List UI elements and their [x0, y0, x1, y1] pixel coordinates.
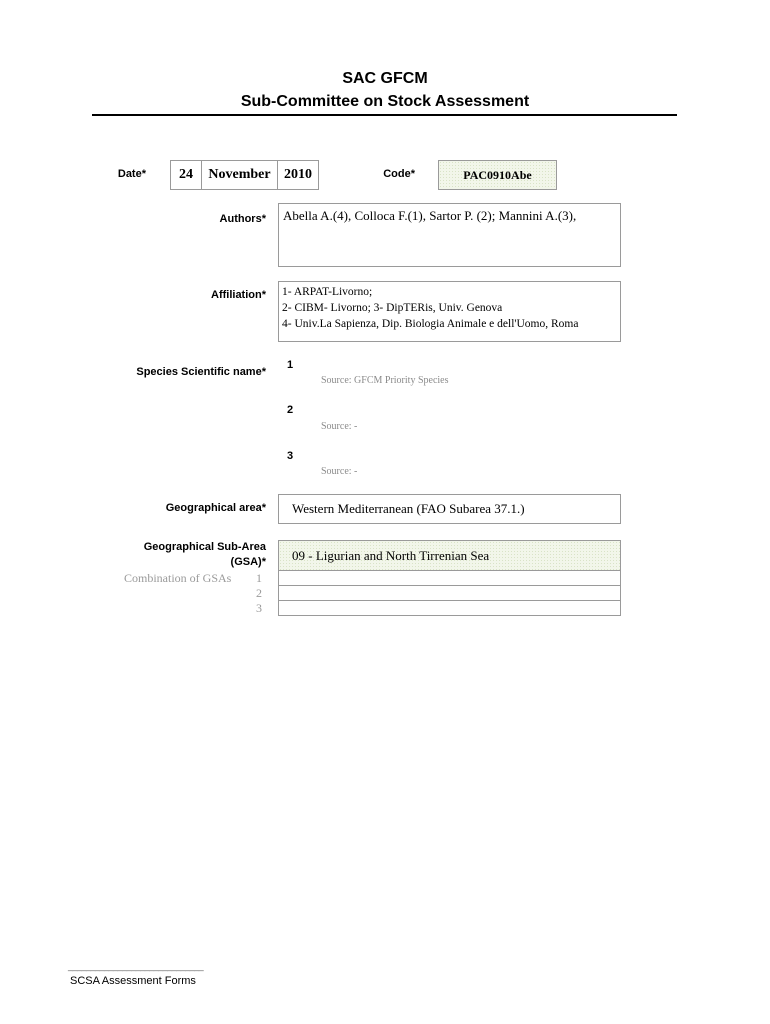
gsa-field[interactable]: 09 - Ligurian and North Tirrenian Sea — [278, 540, 621, 571]
species-1-number: 1 — [287, 359, 294, 371]
gsa-label-line1: Geographical Sub-Area — [143, 541, 266, 553]
gsa-combination-num-3: 3 — [256, 601, 262, 615]
affiliation-label: Affiliation* — [211, 289, 266, 301]
form-title: SAC GFCM — [342, 70, 428, 87]
affiliation-line-3: 4- Univ.La Sapienza, Dip. Biologia Animale e dell'Uomo, Roma — [282, 318, 579, 330]
species-1-source: Source: GFCM Priority Species — [321, 375, 449, 386]
affiliation-line-2: 2- CIBM- Livorno; 3- DipTERis, Univ. Genova — [282, 302, 503, 314]
affiliation-field[interactable] — [278, 281, 621, 342]
gsa-label-line2: (GSA)* — [230, 556, 266, 568]
gsa-combination-num-1: 1 — [256, 571, 262, 585]
species-3-number: 3 — [287, 450, 294, 462]
geo-area-label: Geographical area* — [165, 502, 266, 514]
species-label: Species Scientific name* — [136, 366, 266, 378]
species-2-number: 2 — [287, 404, 294, 416]
gsa-combination-2-field[interactable] — [278, 585, 621, 601]
date-year-field[interactable]: 2010 — [277, 160, 319, 190]
footer-text: SCSA Assessment Forms — [70, 975, 196, 987]
date-label: Date* — [117, 168, 146, 180]
header-divider — [92, 114, 677, 116]
code-field[interactable]: PAC0910Abe — [438, 160, 557, 190]
code-label: Code* — [383, 168, 415, 180]
gsa-combination-3-field[interactable] — [278, 600, 621, 616]
date-day-field[interactable]: 24 — [170, 160, 202, 190]
form-subtitle: Sub-Committee on Stock Assessment — [240, 93, 530, 110]
gsa-combination-label: Combination of GSAs — [124, 571, 232, 585]
gsa-combination-num-2: 2 — [256, 586, 262, 600]
affiliation-line-1: 1- ARPAT-Livorno; — [282, 286, 373, 298]
authors-label: Authors* — [219, 213, 266, 225]
authors-field[interactable]: Abella A.(4), Colloca F.(1), Sartor P. (2); Mannini A.(3), — [278, 203, 621, 267]
species-2-source: Source: - — [321, 421, 358, 432]
gsa-combination-1-field[interactable] — [278, 570, 621, 586]
geo-area-field[interactable]: Western Mediterranean (FAO Subarea 37.1.) — [278, 494, 621, 524]
footer-rule: ______________________________ — [68, 961, 204, 971]
species-3-source: Source: - — [321, 466, 358, 477]
date-month-field[interactable]: November — [201, 160, 278, 190]
